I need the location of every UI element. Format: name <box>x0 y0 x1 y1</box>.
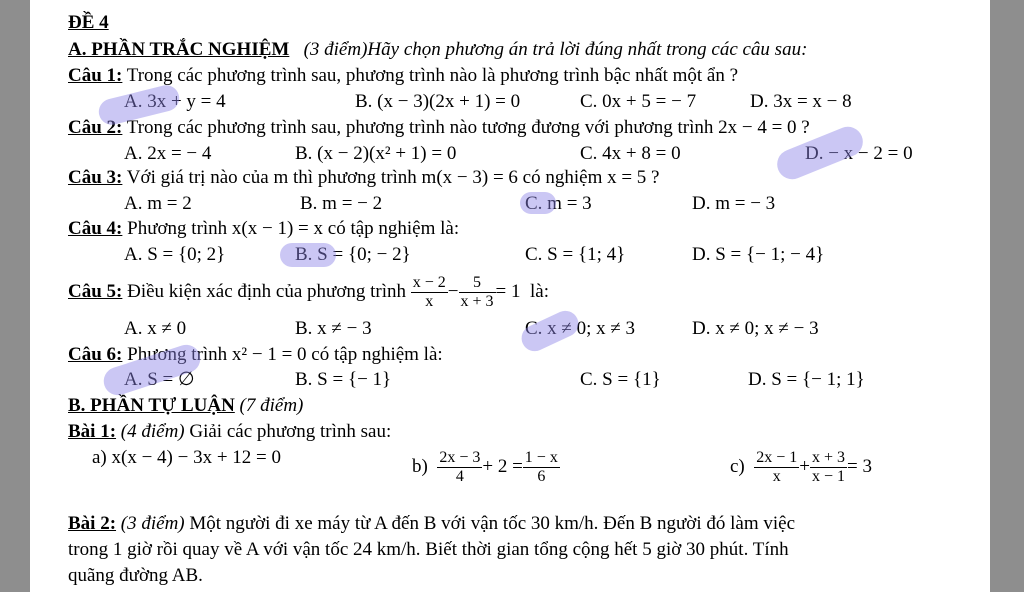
fraction <box>459 274 496 311</box>
numerator: x − 2 <box>412 274 446 292</box>
plus-two-equals: + 2 = <box>482 456 523 477</box>
question-label: Câu 6: <box>68 344 123 365</box>
denominator: x <box>425 293 434 311</box>
question-text: Phương trình x² − 1 = 0 có tập nghiệm là: <box>127 344 443 365</box>
bai2-text: Một người đi xe máy từ A đến B với vận tốc 30 km/h. Đến B người đó làm việc <box>189 513 796 534</box>
numerator: 5 <box>459 274 496 293</box>
question-label: Câu 3: <box>68 167 123 188</box>
numerator: 2x − 1 <box>756 449 798 467</box>
plus-sign: + <box>799 456 811 477</box>
q6-option-d: D. S = {− 1; 1} <box>748 369 865 390</box>
question-text: Với giá trị nào của m thì phương trình m(x − 3) = 6 có nghiệm x = 5 ? <box>126 167 660 188</box>
equals-one: = 1 <box>495 281 521 302</box>
q1-option-d: D. 3x = x − 8 <box>750 91 852 112</box>
q3-option-d: D. m = − 3 <box>692 193 776 214</box>
question-text: Phương trình x(x − 1) = x có tập nghiệm là: <box>127 218 460 239</box>
q2-option-a: A. 2x = − 4 <box>124 143 212 164</box>
part-a-heading-line <box>68 39 807 61</box>
denominator: x <box>772 468 781 486</box>
bai2-line-1 <box>68 513 795 535</box>
fraction <box>523 449 560 486</box>
bai2-label: Bài 2: <box>68 513 117 534</box>
question-text: Trong các phương trình sau, phương trình nào tương đương với phương trình 2x − 4 = 0 ? <box>126 117 810 138</box>
question-3 <box>68 167 660 189</box>
bai1-c <box>730 445 872 489</box>
part-a-heading: A. PHẦN TRẮC NGHIỆM <box>68 39 290 60</box>
q5-option-d: D. x ≠ 0; x ≠ − 3 <box>692 318 819 339</box>
q6-option-a: A. S = ∅ <box>124 369 195 390</box>
q4-option-b: B. S = {0; − 2} <box>295 244 411 265</box>
bai1-points: (4 điểm) <box>120 421 185 442</box>
fraction <box>411 274 448 311</box>
q1-option-a: A. 3x + y = 4 <box>124 91 226 112</box>
question-label: Câu 1: <box>68 65 123 86</box>
question-text: Trong các phương trình sau, phương trình nào là phương trình bậc nhất một ẩn ? <box>126 65 739 86</box>
fraction <box>810 449 847 486</box>
bai1-text: Giải các phương trình sau: <box>189 421 392 442</box>
q5-option-b: B. x ≠ − 3 <box>295 318 372 339</box>
q6-option-c: C. S = {1} <box>580 369 661 390</box>
part-b-points: (7 điểm) <box>239 395 304 416</box>
bai1-a: a) x(x − 4) − 3x + 12 = 0 <box>92 447 282 468</box>
question-6 <box>68 344 443 366</box>
q4-option-c: C. S = {1; 4} <box>525 244 626 265</box>
numerator: 1 − x <box>524 449 558 467</box>
q5-option-c: C. x ≠ 0; x ≠ 3 <box>525 318 636 339</box>
part-a-instruction: Hãy chọn phương án trả lời đúng nhất trong các câu sau: <box>367 39 808 60</box>
part-b-heading-line <box>68 395 303 417</box>
numerator: x + 3 <box>812 449 846 467</box>
exam-page <box>30 0 990 592</box>
bai1-label: Bài 1: <box>68 421 117 442</box>
question-5 <box>68 272 549 312</box>
minus-sign: − <box>447 281 459 302</box>
q3-option-a: A. m = 2 <box>124 193 192 214</box>
bai1-heading <box>68 421 391 443</box>
part-a-points: (3 điểm) <box>303 39 368 60</box>
part-b-heading: B. PHẦN TỰ LUẬN <box>68 395 235 416</box>
denominator: 6 <box>537 468 546 486</box>
question-text: Điều kiện xác định của phương trình <box>127 281 407 302</box>
denominator: 4 <box>455 468 464 486</box>
question-label: Câu 5: <box>68 281 123 302</box>
bai1-c-label: c) <box>730 456 745 477</box>
question-label: Câu 4: <box>68 218 123 239</box>
question-text-tail: là: <box>530 281 550 302</box>
q6-option-b: B. S = {− 1} <box>295 369 392 390</box>
bai2-line-3: quãng đường AB. <box>68 565 203 586</box>
denominator: x + 3 <box>460 293 494 311</box>
q1-option-b: B. (x − 3)(2x + 1) = 0 <box>355 91 521 112</box>
bai1-b-label: b) <box>412 456 428 477</box>
q5-option-a: A. x ≠ 0 <box>124 318 187 339</box>
q2-option-c: C. 4x + 8 = 0 <box>580 143 681 164</box>
q4-option-a: A. S = {0; 2} <box>124 244 226 265</box>
bai2-points: (3 điểm) <box>120 513 185 534</box>
q2-option-b: B. (x − 2)(x² + 1) = 0 <box>295 143 457 164</box>
q4-option-d: D. S = {− 1; − 4} <box>692 244 825 265</box>
q3-option-c: C. m = 3 <box>525 193 592 214</box>
fraction <box>437 449 482 486</box>
bai1-b <box>412 445 560 489</box>
denominator: x − 1 <box>812 468 846 486</box>
numerator: 2x − 3 <box>439 449 481 467</box>
q2-option-d: D. − x − 2 = 0 <box>805 143 913 164</box>
question-label: Câu 2: <box>68 117 123 138</box>
question-2 <box>68 117 810 139</box>
exam-title: ĐỀ 4 <box>68 12 109 33</box>
fraction <box>754 449 799 486</box>
equals-three: = 3 <box>847 456 873 477</box>
question-4 <box>68 218 459 240</box>
q1-option-c: C. 0x + 5 = − 7 <box>580 91 697 112</box>
q3-option-b: B. m = − 2 <box>300 193 383 214</box>
bai2-line-2: trong 1 giờ rồi quay về A với vận tốc 24 km/h. Biết thời gian tổng cộng hết 5 giờ 30 phút. Tính <box>68 539 789 560</box>
question-1 <box>68 65 738 87</box>
